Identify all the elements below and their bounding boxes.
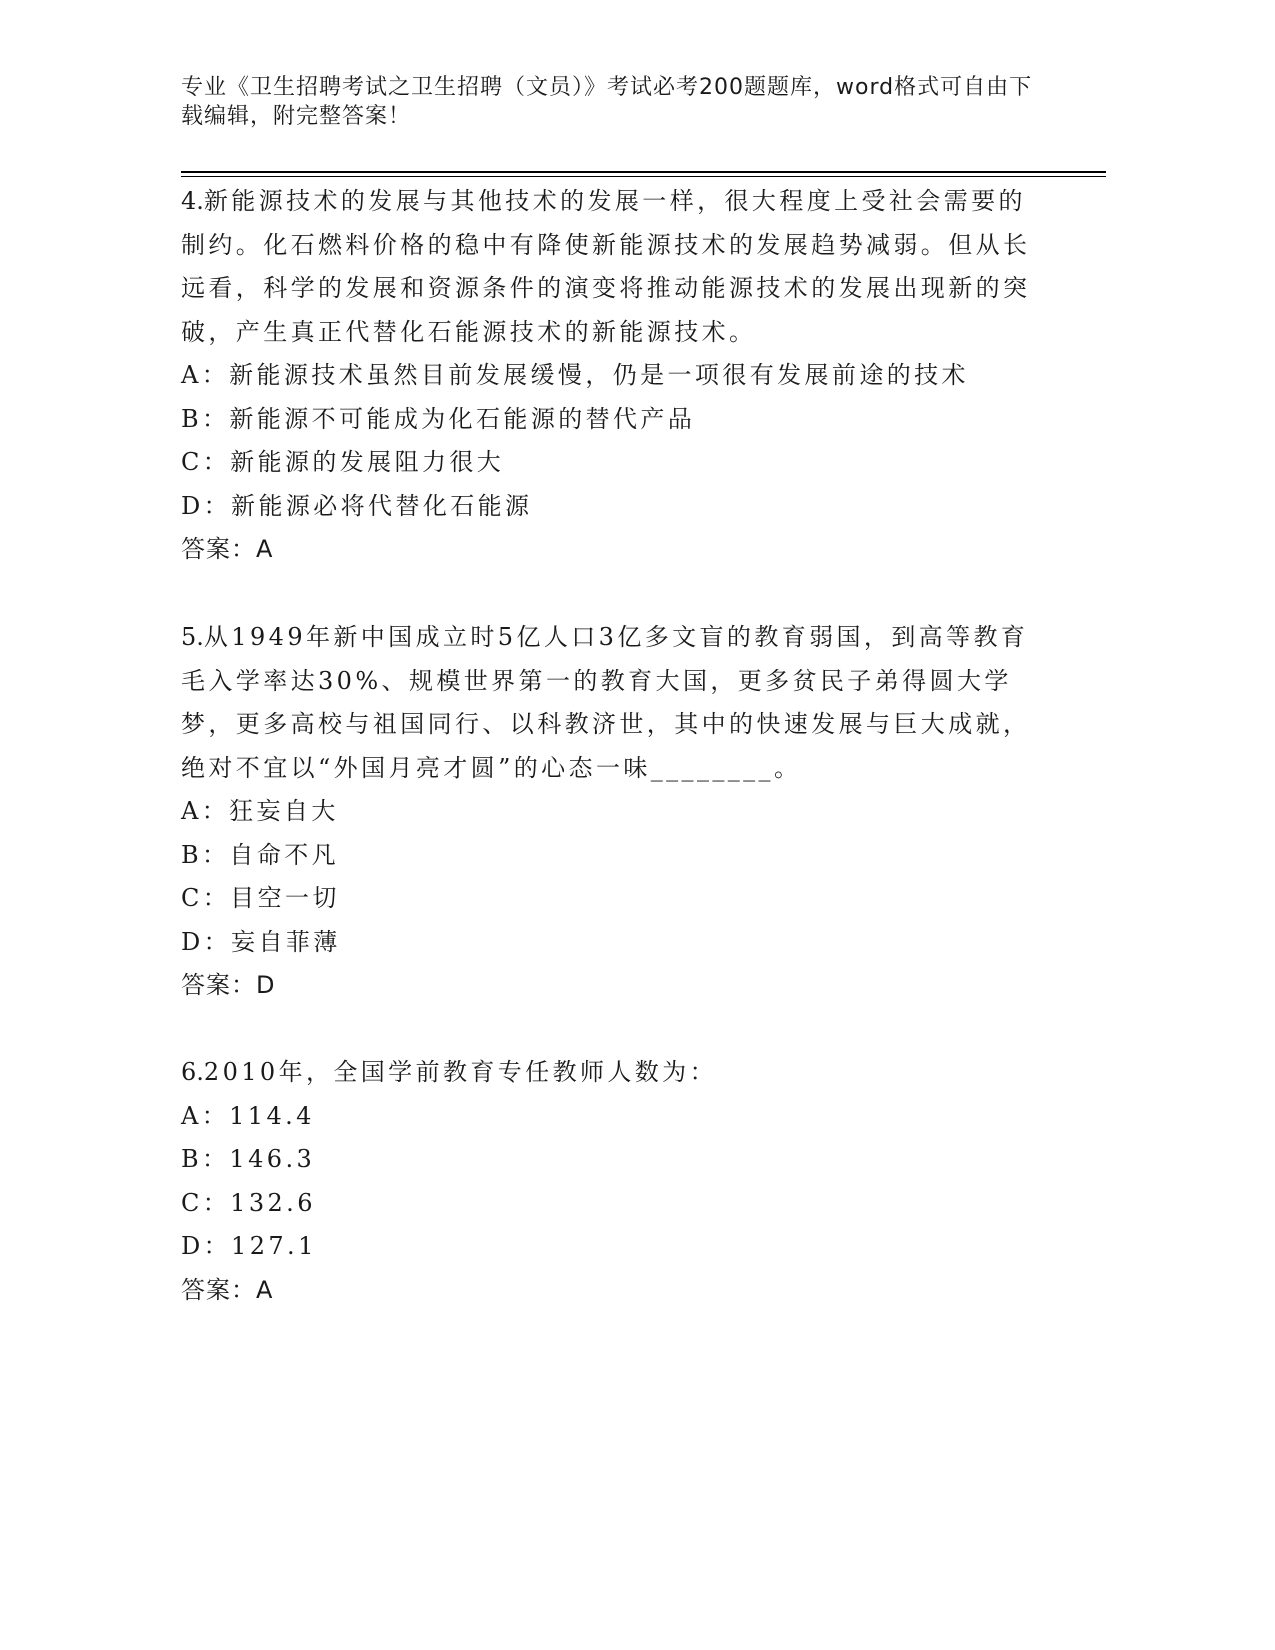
question-stem — [181, 616, 1041, 790]
question-6 — [181, 1051, 1041, 1312]
answer-line: 答案：A — [181, 535, 274, 563]
option-a: A：114.4 — [181, 1101, 315, 1130]
option-b: B：自命不凡 — [181, 840, 340, 869]
question-text: 新能源技术的发展与其他技术的发展一样，很大程度上受社会需要的制约。化石燃料价格的稳中有降使新能源技术的发展趋势减弱。但从长远看，科学的发展和资源条件的演变将推动能源技术的发展出现新的突破，产生真正代替化石能源技术的新能源技术。 — [181, 187, 1031, 346]
option-c: C：132.6 — [181, 1188, 316, 1217]
option-a: A：狂妄自大 — [181, 797, 339, 825]
option-d: D：妄自菲薄 — [181, 927, 341, 956]
option-c: C：新能源的发展阻力很大 — [181, 448, 505, 476]
option-c: C：目空一切 — [181, 884, 340, 912]
option-a: A：新能源技术虽然目前发展缓慢，仍是一项很有发展前途的技术 — [181, 361, 969, 389]
question-number: 5. — [181, 623, 204, 651]
question-text: 2010年，全国学前教育专任教师人数为： — [203, 1058, 717, 1086]
option-b: B：新能源不可能成为化石能源的替代产品 — [181, 404, 696, 433]
document-header: 专业《卫生招聘考试之卫生招聘（文员）》考试必考200题题库，word格式可自由下载编辑，附完整答案！ — [181, 75, 1033, 129]
question-number: 4. — [181, 187, 204, 215]
question-5 — [181, 616, 1041, 1008]
question-stem — [181, 180, 1041, 354]
option-d: D：127.1 — [181, 1232, 317, 1260]
option-d: D：新能源必将代替化石能源 — [181, 491, 533, 520]
header-divider-thin — [181, 176, 1106, 177]
question-text: 从1949年新中国成立时5亿人口3亿多文盲的教育弱国，到高等教育毛入学率达30%、规模世界第一的教育大国，更多贫民子弟得圆大学梦，更多高校与祖国同行、以科教济世，其中的快速发展与巨大成就，绝对不宜以“外国月亮才圆”的心态一味________。 — [181, 623, 1031, 782]
header-divider-thick — [181, 171, 1106, 173]
question-stem — [181, 1051, 1041, 1095]
answer-line: 答案：A — [181, 1275, 274, 1304]
answer-line: 答案：D — [181, 971, 276, 999]
question-4 — [181, 180, 1041, 572]
option-b: B：146.3 — [181, 1145, 316, 1173]
question-number: 6. — [181, 1058, 204, 1086]
